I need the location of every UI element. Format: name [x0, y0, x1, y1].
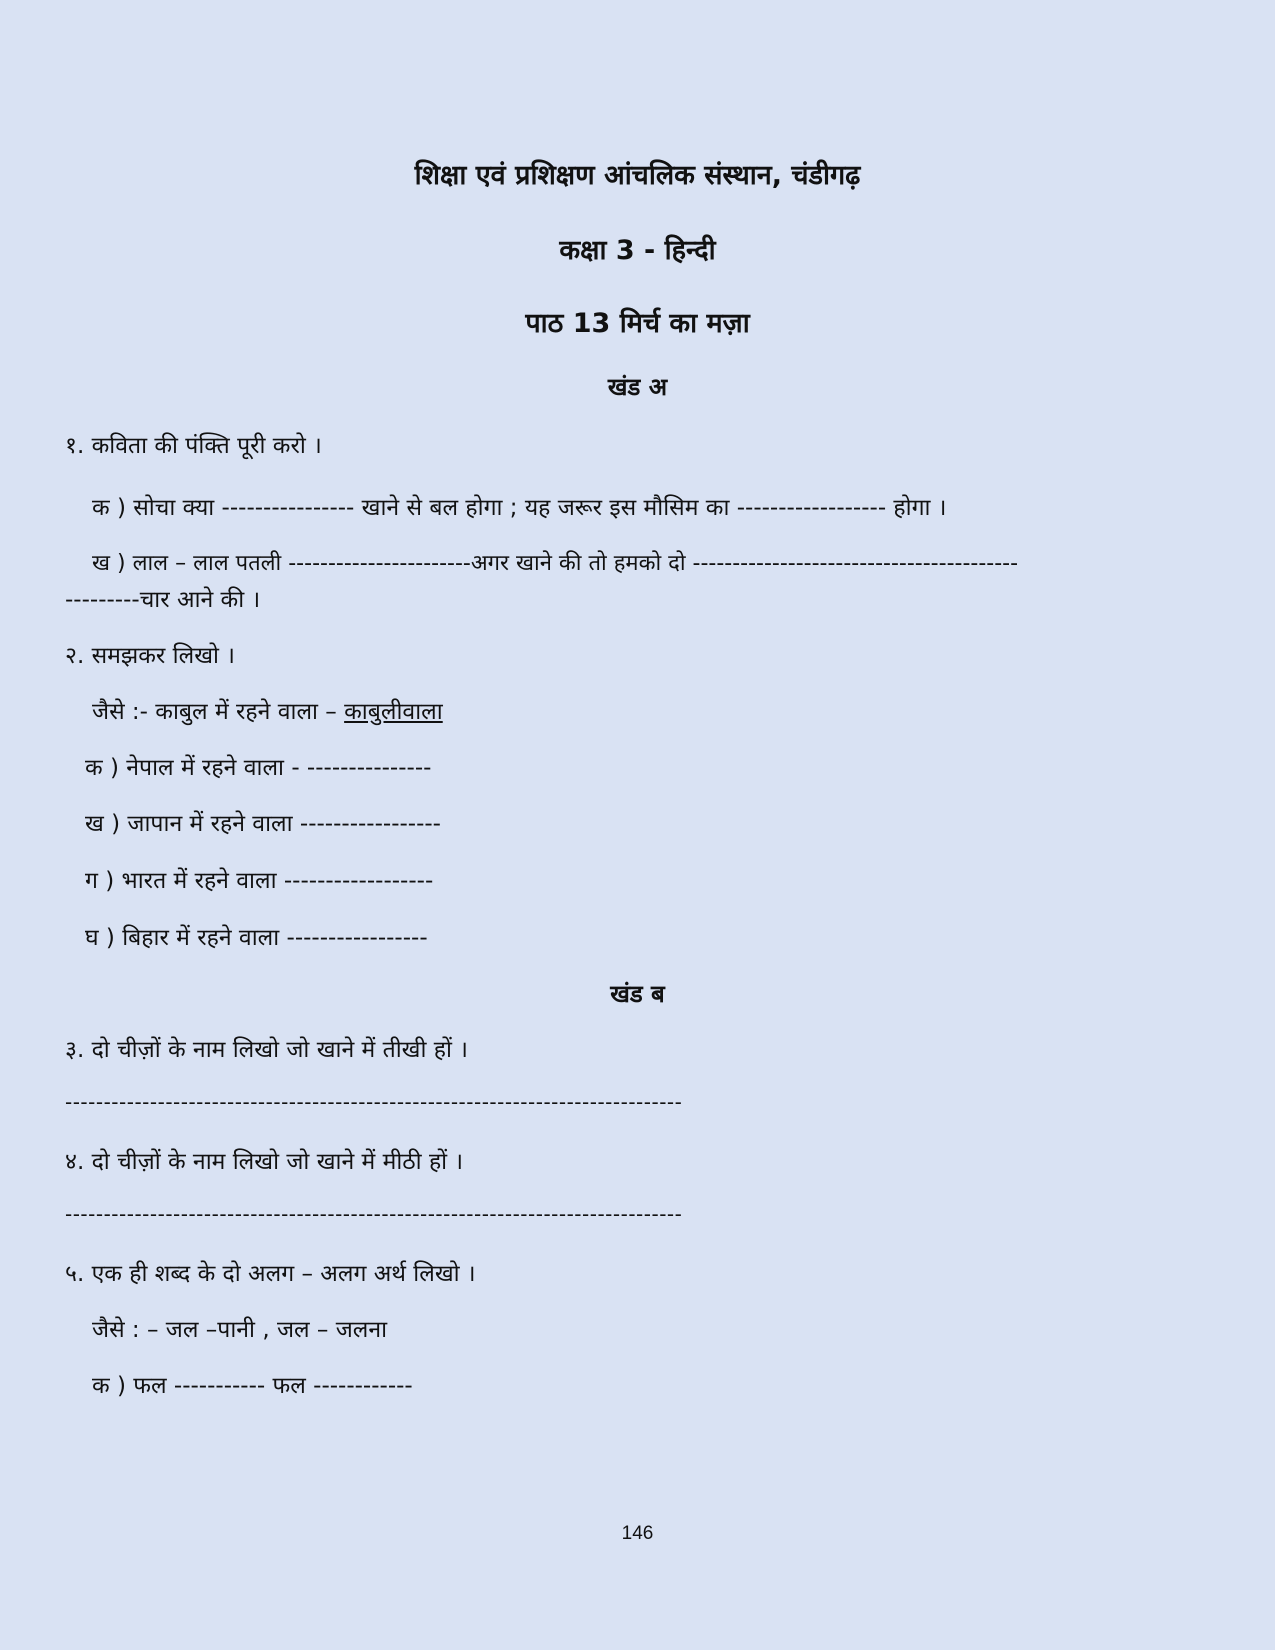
q3-prompt: ३. दो चीज़ों के नाम लिखो जो खाने में तीखी हों ।: [65, 1037, 468, 1063]
q5-example: जैसे : – जल –पानी , जल – जलना: [92, 1317, 388, 1343]
q2-item-d: घ ) बिहार में रहने वाला -----------------: [85, 925, 428, 951]
section-a-heading: खंड अ: [607, 373, 668, 401]
q5-item-a: क ) फल ----------- फल ------------: [92, 1373, 413, 1399]
section-b-heading: खंड ब: [610, 980, 665, 1008]
lesson-title: पाठ 13 मिर्च का मज़ा: [525, 308, 750, 339]
q2-example-prefix: जैसे :- काबुल में रहने वाला –: [92, 699, 345, 725]
q2-example-answer: काबुलीवाला: [344, 699, 443, 725]
q2-example: [92, 694, 443, 726]
institute-title: शिक्षा एवं प्रशिक्षण आंचलिक संस्थान, चंडीगढ़: [414, 160, 861, 191]
q2-prompt: २. समझकर लिखो ।: [65, 643, 236, 669]
class-title: कक्षा 3 - हिन्दी: [559, 235, 716, 266]
q1-item-a: क ) सोचा क्या ---------------- खाने से बल होगा ; यह जरूर इस मौसिम का ------------------ होगा ।: [92, 495, 947, 521]
q1-item-b-line1: ख ) लाल – लाल पतली -----------------------अगर खाने की तो हमको दो -----------------------------------------: [92, 551, 1019, 576]
q1-item-b-line2: ---------चार आने की ।: [65, 587, 261, 613]
q2-item-b: ख ) जापान में रहने वाला -----------------: [85, 811, 441, 837]
q4-prompt: ४. दो चीज़ों के नाम लिखो जो खाने में मीठी हों ।: [65, 1149, 464, 1175]
q3-answer-line: --------------------------------------------------------------------------------: [65, 1090, 683, 1114]
q2-item-a: क ) नेपाल में रहने वाला - ---------------: [85, 755, 432, 781]
q4-answer-line: --------------------------------------------------------------------------------: [65, 1202, 683, 1226]
q2-item-c: ग ) भारत में रहने वाला ------------------: [85, 868, 434, 894]
q1-prompt: १. कविता की पंक्ति पूरी करो ।: [65, 433, 322, 459]
page-number: 146: [621, 1523, 654, 1544]
q5-prompt: ५. एक ही शब्द के दो अलग – अलग अर्थ लिखो ।: [65, 1261, 476, 1287]
